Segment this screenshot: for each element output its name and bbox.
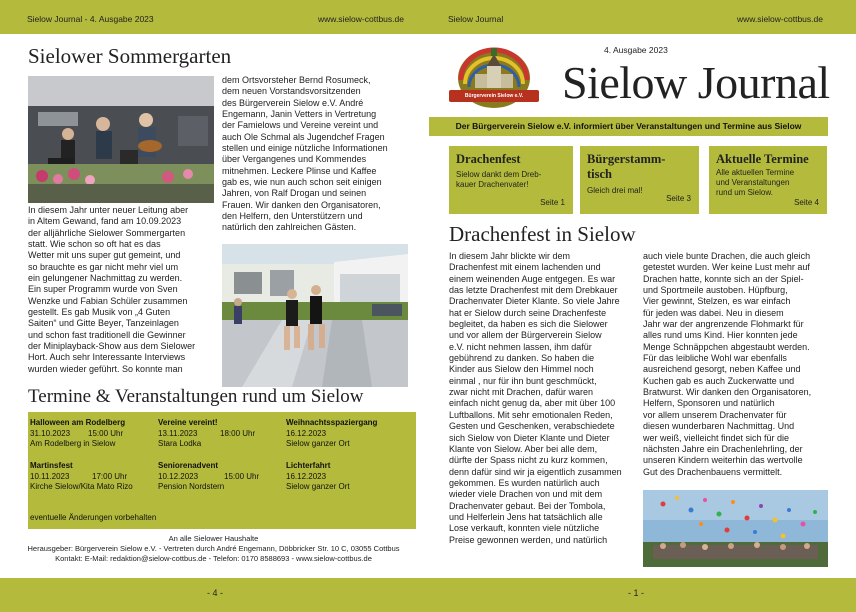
teaser-text-line: Sielow dankt dem Dreb- <box>456 170 542 179</box>
page-number-left: - 4 - <box>207 588 224 598</box>
event-halloween <box>30 418 125 450</box>
text-line: Preise gewonnen werden, und natürlich <box>449 534 608 545</box>
text-line: und schon fast traditionell die Gewinner <box>28 329 186 340</box>
event-place: Pension Nordstern <box>158 482 225 492</box>
text-line: Kinder aus Sielow den Himmel noch <box>449 364 594 375</box>
buergerverein-logo <box>447 40 541 112</box>
drachenfest-col1 <box>449 251 635 546</box>
teaser-buergerstammtisch[interactable] <box>580 146 699 214</box>
header-left-url[interactable]: www.sielow-cottbus.de <box>318 14 404 24</box>
logo-text: Bürgerverein Sielow e.V. <box>464 93 524 99</box>
text-line: auch viele bunte Drachen, die auch gleich <box>643 251 811 261</box>
imprint-line2: Herausgeber: Bürgerverein Sielow e.V. - Vertreten durch André Engemann, Döbbricker Str. 10 C, 03055 Cottbus <box>27 544 400 553</box>
text-line: Engemann, Janin Vetters in Vertretung <box>222 109 377 120</box>
text-line: Drachenvater gebaut. Bei der Tombola, <box>449 500 606 511</box>
text-line: begleitet, da haben es sich die Sielower <box>449 319 608 330</box>
text-line: dem Ortsvorsteher Bernd Rosumeck, <box>222 75 371 85</box>
teaser-aktuelle-termine[interactable] <box>709 146 827 214</box>
imprint-line3: Kontakt: E-Mail: redaktion@sielow-cottbus.de - Telefon: 0170 8588693 - www.sielow-cottbus.de <box>55 554 372 563</box>
event-time: 17:00 Uhr <box>92 471 128 481</box>
text-line: sich Sielow von Dieter Klante und Dieter <box>449 432 610 443</box>
text-line: über Vergangenes und Kommendes <box>222 154 367 165</box>
drachenfest-col2 <box>643 251 828 478</box>
text-line: Hort. Auch sehr Interessante Interviews <box>28 352 186 363</box>
text-line: Jahren, von Ralf Drogan und seinen <box>222 188 367 199</box>
event-weihnachtsspaziergang <box>286 418 377 450</box>
text-line: Für das leibliche Wohl war ebenfalls <box>643 353 787 364</box>
text-line: einfach nicht genug da, aber mit über 100 <box>449 398 616 409</box>
text-line: mitnehmen. Leckere Plinse und Kaffee <box>222 165 377 176</box>
imprint-line1: An alle Sielower Haushalte <box>168 534 259 543</box>
header-left-issue: Sielow Journal - 4. Ausgabe 2023 <box>27 14 154 24</box>
teaser-drachenfest[interactable] <box>449 146 573 214</box>
band-photo <box>28 76 214 203</box>
event-time: 18:00 Uhr <box>220 428 256 438</box>
event-date: 13.11.2023 <box>158 428 198 438</box>
text-line: so brauchte es gar nicht mehr viel um <box>28 261 179 272</box>
text-line: Luftballons. Mit sehr emotionalen Reden, <box>449 409 613 420</box>
text-line: Wetter mit uns super gut gemeint, und <box>28 250 181 261</box>
sommergarten-col2 <box>222 75 408 234</box>
event-lichterfahrt <box>286 461 350 493</box>
text-line: ausreichend gesorgt, neben Kaffee und <box>643 364 801 375</box>
text-line: Saiten“ und Gitte Beyer, Tanzeinlagen <box>28 318 179 329</box>
teaser-title: Bürgerstamm- <box>587 152 666 166</box>
text-line: hat er Sielow durch seine Drachenfeste <box>449 307 607 318</box>
event-title: Seniorenadvent <box>158 461 219 470</box>
event-date: 10.11.2023 <box>30 471 70 481</box>
tagline: Der Bürgerverein Sielow e.V. informiert über Veranstaltungen und Termine aus Sielow <box>429 117 828 136</box>
header-right-title: Sielow Journal <box>448 14 504 24</box>
text-line: der Miniplayback-Show aus dem Sielower <box>28 341 196 352</box>
teaser-text-line: Gleich drei mal! <box>587 186 643 195</box>
event-place: Kirche Sielow/Kita Mato Rizo <box>30 482 133 492</box>
text-line: e.V. nicht nehmen lassen, ihm dafür <box>449 341 592 352</box>
text-line: Wenzke und Fabian Schüler zusammen <box>28 295 188 306</box>
event-time: 15:00 Uhr <box>224 471 260 481</box>
teaser-page: Seite 3 <box>666 194 691 203</box>
event-title: Halloween am Rodelberg <box>30 418 126 427</box>
teaser-text-line: kauer Drachenvater! <box>456 180 529 189</box>
text-line: alles rund ums Kind. Hier konnten jede <box>643 330 798 341</box>
event-title: Vereine vereint! <box>158 418 218 427</box>
text-line: Bratwurst. Wir danken den Organisatoren, <box>643 387 812 398</box>
event-date: 16.12.2023 <box>286 428 327 438</box>
teaser-text-line: und Veranstaltungen <box>716 178 790 187</box>
text-line: Drachenfest mit einem lachenden und <box>449 262 601 273</box>
teaser-page: Seite 4 <box>794 198 819 207</box>
issue-label: 4. Ausgabe 2023 <box>604 45 668 55</box>
text-line: Frauen. Wir danken den Organisatoren, <box>222 199 381 210</box>
text-line: Klante von Sielow. Aber bei alle dem, <box>449 443 598 454</box>
text-line: wurden wieder geführt. So konnte man <box>28 363 183 374</box>
balloons-photo <box>643 490 828 567</box>
text-line: der alljährliche Sielower Sommergarten <box>28 227 186 238</box>
text-line: in Altem Gewand, fand am 10.09.2023 <box>28 216 182 227</box>
text-line: dürfte der Spass nicht zu kurz kommen, <box>449 455 608 466</box>
event-title: Lichterfahrt <box>286 461 331 470</box>
text-line: denn dafür sind wir ja eigentlich zusammen <box>449 466 622 477</box>
event-date: 16.12.2023 <box>286 471 327 481</box>
text-line: einem weinenden Auge entgegen. Es war <box>449 273 616 284</box>
sommergarten-col1 <box>28 205 214 375</box>
text-line: Lose verkauft, konnten viele nützliche <box>449 523 600 534</box>
text-line: Kuchen gab es auch Zuckerwatte und <box>643 375 795 386</box>
event-place: Sielow ganzer Ort <box>286 439 350 449</box>
text-line: einmal , nur für ihn bunt geschmückt, <box>449 375 597 386</box>
text-line: gebührend zu danken. So haben die <box>449 353 595 364</box>
event-time: 15:00 Uhr <box>88 428 124 438</box>
event-title: Martinsfest <box>30 461 73 470</box>
text-line: wieder viele Drachen von und mit dem <box>449 489 603 500</box>
text-line: Vier gewinnt, Stelzen, es war einfach <box>643 296 791 307</box>
text-line: ein gelungener Nachmittag zu werden. <box>28 273 183 284</box>
event-martinsfest <box>30 461 133 493</box>
text-line: Drachenvater Dieter Klante. So viele Jahre <box>449 296 620 307</box>
text-line: zwar nicht mit Drachen, dafür waren <box>449 387 594 398</box>
text-line: gekommen. Es wurden natürlich auch <box>449 477 600 488</box>
event-place: Sielow ganzer Ort <box>286 482 350 492</box>
text-line: statt. Wie schon so oft hat es das <box>28 239 161 250</box>
text-line: und Helferlein Jens hat tatsächlich alle <box>449 511 603 522</box>
page-number-right: - 1 - <box>628 588 645 598</box>
drachenfest-heading: Drachenfest in Sielow <box>449 222 636 246</box>
text-line: den Helfern, den Unterstützern und <box>222 211 363 222</box>
text-line: wer weiß, vielleicht findet sich für die <box>643 432 790 443</box>
event-date: 31.10.2023 <box>30 428 71 438</box>
teaser-text-line: rund um Sielow. <box>716 188 773 197</box>
event-vereine <box>158 418 255 450</box>
events-note: eventuelle Änderungen vorbehalten <box>30 513 157 522</box>
text-line: dem neuen Vorstandsvorsitzenden <box>222 86 361 97</box>
text-line: und Sportmeile austoben. Hüpfburg, <box>643 285 788 296</box>
event-seniorenadvent <box>158 461 259 493</box>
text-line: vor allem unserem Drachenvater für <box>643 409 787 420</box>
text-line: stellen und einige nützliche Informationen <box>222 143 388 154</box>
text-line: Jahr war der angrenzende Flohmarkt für <box>643 319 804 330</box>
text-line: diesen wunderbaren Nachmittag. Und <box>643 421 795 432</box>
event-place: Am Rodelberg in Sielow <box>30 439 116 449</box>
teaser-text-line: Alle aktuellen Termine <box>716 168 795 177</box>
sommergarten-heading: Sielower Sommergarten <box>28 44 232 68</box>
text-line: Ein super Programm wurde von Sven <box>28 284 178 295</box>
text-line: auch Ole Schmal als Jugendchef Fragen <box>222 131 385 142</box>
text-line: Helfern, Sponsoren und natürlich <box>643 398 775 409</box>
header-right-url[interactable]: www.sielow-cottbus.de <box>737 14 823 24</box>
text-line: und vor allem der Bürgerverein Sielow <box>449 330 602 341</box>
dance-photo <box>222 244 408 387</box>
text-line: natürlich den zahlreichen Gästen. <box>222 222 357 233</box>
text-line: Gut des Drachenbauens vermittelt. <box>643 466 783 477</box>
text-line: gab es, wie nun auch schon seit einigen <box>222 177 382 188</box>
teaser-title: tisch <box>587 167 612 181</box>
text-line: getestet wurden. Wer keine Lust mehr auf <box>643 262 810 273</box>
text-line: In diesem Jahr unter neuer Leitung aber <box>28 205 189 215</box>
text-line: unseren Kindern weiterhin das wertvolle <box>643 455 803 466</box>
text-line: Menge Schnäppchen abgestaubt werden. <box>643 341 810 352</box>
teaser-title: Aktuelle Termine <box>716 152 809 166</box>
event-title: Weihnachtsspaziergang <box>286 418 378 427</box>
text-line: das letzte Drachenfest mit dem Drebkauer <box>449 285 618 296</box>
text-line: Gesten und Geschenken, verabschiedete <box>449 421 615 432</box>
teaser-title: Drachenfest <box>456 152 521 166</box>
text-line: für jeden was dabei. Neu in diesem <box>643 307 784 318</box>
teaser-page: Seite 1 <box>540 198 565 207</box>
text-line: Drachen hatte, konnte sich an der Spiel- <box>643 273 804 284</box>
event-place: Stara Lodka <box>158 439 202 449</box>
termine-heading: Termine & Veranstaltungen rund um Sielow <box>28 386 364 407</box>
text-line: der Famielows und Vereine vereint und <box>222 120 379 131</box>
text-line: In diesem Jahr blickte wir dem <box>449 251 571 261</box>
text-line: nächsten Jahre ein Drachenlehrling, der <box>643 443 803 454</box>
text-line: gestellt. Es gab Musik von „4 Guten <box>28 307 171 318</box>
masthead-title: Sielow Journal <box>562 57 830 108</box>
text-line: des Bürgerverein Sielow e.V. André <box>222 97 364 108</box>
event-date: 10.12.2023 <box>158 471 199 481</box>
footer-band <box>0 578 856 612</box>
